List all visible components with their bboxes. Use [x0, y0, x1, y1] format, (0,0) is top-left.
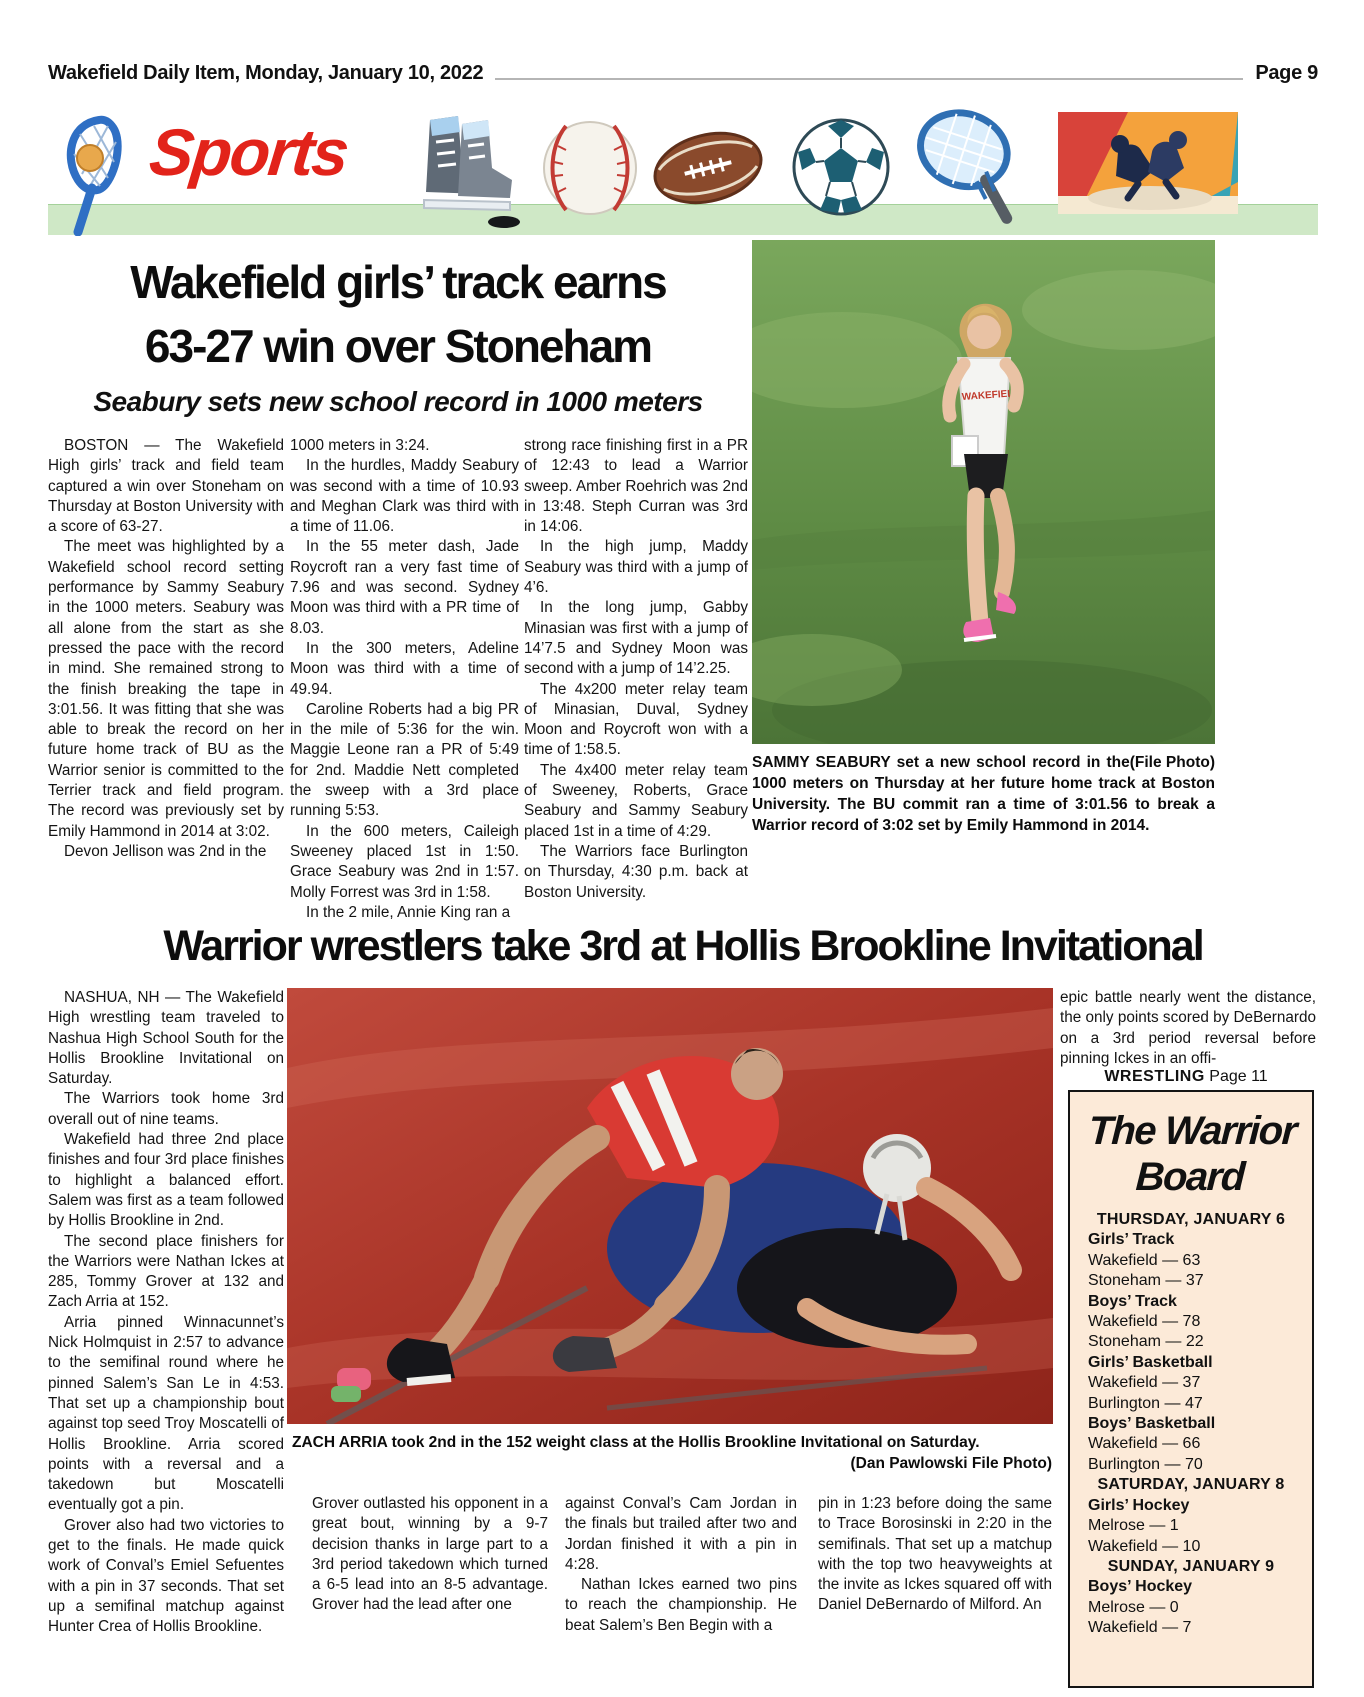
track-column-3 [524, 436, 748, 903]
board-score-line: Wakefield — 7 [1088, 1619, 1192, 1637]
paragraph: Wakefield had three 2nd place finishes and four 3rd place finishes to highlight a balanced effort. Salem was first as a team followed by Hollis Brookline in 2nd. [48, 1131, 284, 1230]
wrestling-photo-caption-text: ZACH ARRIA took 2nd in the 152 weight class at the Hollis Brookline Invitational on Saturday. [292, 1434, 980, 1451]
jump-word: WRESTLING [1104, 1068, 1205, 1085]
page-number: Page 9 [1255, 62, 1318, 84]
wrestling-art-icon [1058, 112, 1238, 214]
warrior-board-title-line2: Board [1134, 1155, 1245, 1199]
masthead-title: Wakefield Daily Item, Monday, January 10, 2022 [48, 62, 484, 84]
board-sport: Girls’ Basketball [1088, 1353, 1213, 1371]
board-date: SATURDAY, JANUARY 8 [1097, 1476, 1285, 1494]
board-score-line: Stoneham — 37 [1088, 1272, 1204, 1290]
sports-banner [48, 108, 1318, 236]
paragraph: Grover outlasted his opponent in a great bout, winning by a 9-7 decision thanks in large part to a 3rd period takedown which turned a 6-5 lead into an 8-5 advantage. Grover had the lead after one [312, 1495, 548, 1614]
paragraph: In the 2 mile, Annie King ran a [306, 903, 511, 921]
warrior-board-title [1068, 1108, 1315, 1200]
track-headline-line1: Wakefield girls’ track earns [130, 256, 666, 308]
jersey-text: WAKEFIELD [961, 387, 1021, 403]
soccer-ball-icon [790, 116, 892, 218]
wrestling-headline: Warrior wrestlers take 3rd at Hollis Brookline Invitational [163, 922, 1203, 970]
board-score-line: Wakefield — 63 [1088, 1251, 1201, 1269]
paragraph: The Warriors face Burlington on Thursday, 4:30 p.m. back at Boston University. [524, 842, 748, 901]
board-sport: Girls’ Track [1088, 1231, 1175, 1249]
board-score-line: Wakefield — 78 [1088, 1313, 1201, 1331]
board-sport: Boys’ Hockey [1088, 1578, 1193, 1596]
paragraph: strong race finishing first in a PR of 12:43 to lead a Warrior sweep. Amber Roehrich was 2nd in 13:48. Steph Curran was 3rd in 14:06. [524, 437, 748, 536]
board-sport: Boys’ Track [1088, 1292, 1177, 1310]
paragraph: NASHUA, NH — The Wakefield High wrestling team traveled to Nashua High School South for the Hollis Brookline Invitational on Saturday. [48, 989, 284, 1088]
paragraph: The second place finishers for the Warriors were Nathan Ickes at 285, Tommy Grover at 132 and Zach Arria at 152. [48, 1232, 284, 1311]
wrestling-column-right [1060, 988, 1316, 1069]
paragraph: In the 300 meters, Adeline Moon was third with a time of 49.94. [290, 639, 519, 698]
wrestling-photo-caption [292, 1432, 1052, 1474]
hockey-skates-icon [400, 110, 536, 230]
track-column-1 [48, 436, 284, 862]
board-score-line: Stoneham — 22 [1088, 1333, 1204, 1351]
warrior-board [1068, 1090, 1314, 1688]
runner-photo-caption-text: SAMMY SEABURY set a new school record in the 1000 meters on Thursday at her future home track at Boston University. The BU commit ran a time of 3:01.56 to break a Warrior record of 3:02 set by Emily Hammond in 2014. [752, 754, 1215, 834]
board-score-line: Wakefield — 66 [1088, 1435, 1201, 1453]
paragraph: Caroline Roberts had a big PR in the mile of 5:36 for the win. Maggie Leone ran a PR of 5:49 for 2nd. Maddie Nett completed the sweep with a 3rd place running 5:53. [290, 700, 519, 820]
sports-section-title: Sports [146, 115, 351, 189]
paragraph: Arria pinned Winnacunnet’s Nick Holmquist in 2:57 to advance to the semifinal round where he pinned Salem’s San Le in 4:53. That set up a championship bout against top seed Troy Moscatelli of Hollis Brookline. Arria scored points with a reversal and a takedown but Moscatelli eventually got a pin. [48, 1313, 284, 1514]
paragraph: pin in 1:23 before doing the same to Trace Borosinski in 2:20 in the semifinals. That set up a matchup with the top two heavyweights at the invite as Ickes squared off with Daniel DeBernardo of Milford. An [818, 1495, 1052, 1614]
paragraph: epic battle nearly went the distance, the only points scored by DeBernardo on a 3rd period reversal before pinning Ickes in an offi- [1060, 989, 1316, 1067]
paragraph: BOSTON — The Wakefield High girls’ track and field team captured a win over Stoneham on Thursday at Boston University with a score of 63-27. [48, 437, 284, 536]
masthead [48, 62, 1318, 85]
paragraph: In the 55 meter dash, Jade Roycroft ran a very fast time of 7.96 and was second. Sydney Moon was third with a PR time of 8.03. [290, 538, 519, 637]
runner-photo [752, 240, 1215, 744]
runner-photo-credit: (File Photo) [1129, 754, 1215, 771]
runner-photo-caption [752, 752, 1215, 836]
wrestling-column-bottom-1 [312, 1494, 548, 1616]
jump-page: Page 11 [1209, 1068, 1268, 1085]
paragraph: The 4x400 meter relay team of Sweeney, Roberts, Grace Seabury and Sammy Seabury placed 1st in a time of 4:29. [524, 761, 748, 840]
paragraph: Devon Jellison was 2nd in the [64, 842, 267, 860]
lacrosse-stick-icon [56, 114, 142, 236]
paragraph: In the 600 meters, Caileigh Sweeney placed 1st in 1:50. Grace Seabury was 2nd in 1:57. Molly Forrest was 3rd in 1:58. [290, 822, 519, 901]
paragraph: In the long jump, Gabby Minasian was first with a jump of 14’7.5 and Sydney Moon was second with a jump of 14’2.25. [524, 599, 748, 678]
board-score-line: Wakefield — 10 [1088, 1537, 1201, 1555]
wrestling-column-bottom-2 [565, 1494, 797, 1636]
board-score-line: Burlington — 47 [1088, 1394, 1203, 1412]
track-headline [48, 250, 748, 378]
board-date: THURSDAY, JANUARY 6 [1096, 1211, 1286, 1228]
warrior-board-title-line1: The Warrior [1087, 1109, 1297, 1153]
board-date: SUNDAY, JANUARY 9 [1107, 1557, 1275, 1575]
paragraph: In the hurdles, Maddy Seabury was second with a time of 10.93 and Meghan Clark was third with a time of 11.06. [290, 457, 519, 536]
wrestling-photo-credit: (Dan Pawlowski File Photo) [850, 1455, 1052, 1472]
board-score-line: Burlington — 70 [1088, 1455, 1203, 1473]
board-sport: Girls’ Hockey [1088, 1496, 1190, 1514]
track-headline-line2: 63-27 win over Stoneham [144, 320, 652, 372]
paragraph: The 4x200 meter relay team of Minasian, Duval, Sydney Moon and Roycroft won with a time of 1:58.5. [524, 680, 748, 759]
warrior-board-entries [1070, 1210, 1312, 1639]
track-subhead: Seabury sets new school record in 1000 meters [93, 386, 703, 417]
football-icon [646, 116, 770, 220]
baseball-icon [540, 118, 640, 218]
paragraph: The meet was highlighted by a Wakefield school record setting performance by Sammy Seabury in the 1000 meters. Seabury was all alone from the start as she pressed the pace with the record in mind. She remained strong to the finish breaking the tape in 3:01.56. It was fitting that she was able to break the record on her future home track of BU as the Warrior senior is committed to the Terrier track and field program. The record was previously set by Emily Hammond in 2014 at 3:02. [48, 538, 284, 840]
wrestling-column-left [48, 988, 284, 1638]
paragraph: Nathan Ickes earned two pins to reach the championship. He beat Salem’s Ben Begin with a [565, 1576, 797, 1634]
paragraph: against Conval’s Cam Jordan in the finals but trailed after two and Jordan finished it with a pin in 4:28. [565, 1495, 797, 1573]
board-score-line: Melrose — 0 [1088, 1598, 1179, 1616]
paragraph: 1000 meters in 3:24. [290, 437, 430, 454]
board-score-line: Melrose — 1 [1088, 1517, 1179, 1535]
paragraph: The Warriors took home 3rd overall out of nine teams. [48, 1090, 284, 1128]
wrestling-photo [287, 988, 1053, 1424]
board-sport: Boys’ Basketball [1088, 1415, 1216, 1433]
track-column-2 [290, 436, 519, 923]
paragraph: In the high jump, Maddy Seabury was third with a jump of 4’6. [524, 538, 748, 597]
paragraph: Grover also had two victories to get to the finals. He made quick work of Conval’s Emiel Sefuentes with a pin in 37 seconds. That set up a semifinal matchup against Hunter Crea of Hollis Brookline. [48, 1516, 284, 1636]
wrestling-jump-line [1055, 1068, 1317, 1086]
tennis-racket-icon [894, 108, 1044, 230]
board-score-line: Wakefield — 37 [1088, 1374, 1201, 1392]
masthead-rule [495, 78, 1243, 80]
wrestling-column-bottom-3 [818, 1494, 1052, 1616]
